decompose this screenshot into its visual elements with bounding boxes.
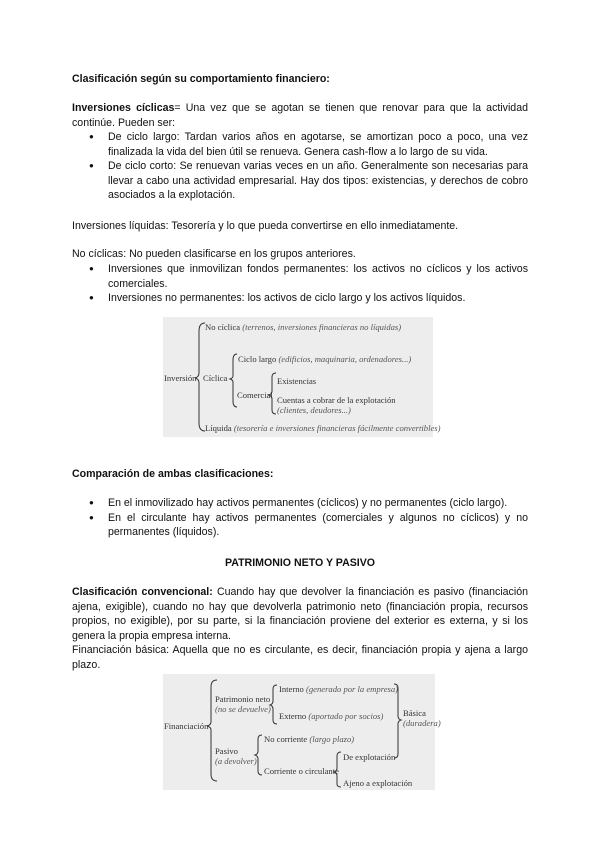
ciclicas-list (72, 130, 528, 203)
node-comercial: Comercial (237, 390, 273, 400)
node-patrimonio-note: (no se devuelve) (215, 704, 271, 714)
basica-paragraph: Financiación básica: Aquella que no es circulante, es decir, financiación propia y ajena a largo plazo. (72, 644, 528, 671)
liquidas-paragraph: Inversiones líquidas: Tesorería y lo que pueda convertirse en ello inmediatamente. (72, 220, 459, 232)
node-cuentas-note: (clientes, deudores...) (277, 405, 351, 415)
section-title-comparacion: Comparación de ambas clasificaciones: (72, 468, 274, 480)
node-ciclo-largo: Ciclo largo (edificios, maquinaria, ordenadores...) (238, 354, 412, 364)
list-item: ● De ciclo largo: Tardan varios años en agotarse, se amortizan poco a poco, una vez finalizada la vida del bien útil se renueva. Genera cash-flow a lo largo de su vida. (72, 130, 528, 159)
convencional-paragraph: Clasificación convencional: Cuando hay que devolver la financiación es pasivo (financiación ajena, exigible), cuando no hay que devolverla patrimonio neto (financiación propia, recursos propios, no exigible), por su parte, si la financiación proviene del exterior es externa, y si los genera la propia empresa interna. (72, 586, 528, 642)
node-patrimonio: Patrimonio neto (215, 694, 271, 704)
node-ajeno: Ajeno a explotación (343, 778, 413, 788)
node-externo: Externo (aportado por socios) (279, 711, 384, 721)
node-pasivo: Pasivo (215, 746, 238, 756)
node-financiacion: Financiación (164, 721, 209, 731)
heading-patrimonio-pasivo: PATRIMONIO NETO Y PASIVO (224, 557, 376, 569)
node-no-corriente: No corriente (largo plazo) (264, 734, 355, 744)
list-item: ● En el inmovilizado hay activos permanentes (cíclicos) y no permanentes (ciclo largo). (72, 496, 528, 511)
node-ciclica: Cíclica (203, 373, 228, 383)
node-basica: Básica (403, 708, 426, 718)
financiacion-classification-diagram (163, 674, 441, 790)
node-liquida: Líquida (tesorería e inversiones financieras fácilmente convertibles) (205, 423, 441, 433)
section-title-comportamiento: Clasificación según su comportamiento financiero: (72, 73, 330, 85)
inversion-classification-diagram (163, 317, 441, 437)
node-de-explotacion: De explotación (343, 752, 396, 762)
node-basica-note: (duradera) (403, 718, 441, 728)
nociclicas-list (72, 262, 528, 306)
ciclicas-paragraph: Inversiones cíclicas= Una vez que se agotan se tienen que renovar para que la actividad continúe. Pueden ser: (72, 102, 528, 129)
node-pasivo-note: (a devolver) (215, 756, 257, 766)
node-inversion: Inversión (164, 373, 197, 383)
node-no-ciclica: No cíclica (terrenos, inversiones financieras no líquidas) (205, 322, 402, 332)
node-corriente: Corriente o circulante (264, 766, 339, 776)
comparacion-list (72, 496, 528, 540)
node-cuentas: Cuentas a cobrar de la explotación (277, 395, 396, 405)
node-existencias: Existencias (277, 376, 317, 386)
nociclicas-paragraph: No cíclicas: No pueden clasificarse en los grupos anteriores. (72, 248, 356, 260)
list-item: ● En el circulante hay activos permanentes (comerciales y algunos no cíclicos) y no permanentes (líquidos). (72, 511, 528, 540)
node-interno: Interno (generado por la empresa) (279, 684, 399, 694)
list-item: ● Inversiones que inmovilizan fondos permanentes: los activos no cíclicos y los activos comerciales. (72, 262, 528, 291)
list-item: ● De ciclo corto: Se renuevan varias veces en un año. Generalmente son necesarias para llevar a cabo una actividad empresarial. Hay dos tipos: existencias, y derechos de cobro asociados a la explotación. (72, 159, 528, 203)
list-item: ● Inversiones no permanentes: los activos de ciclo largo y los activos líquidos. (72, 291, 528, 306)
